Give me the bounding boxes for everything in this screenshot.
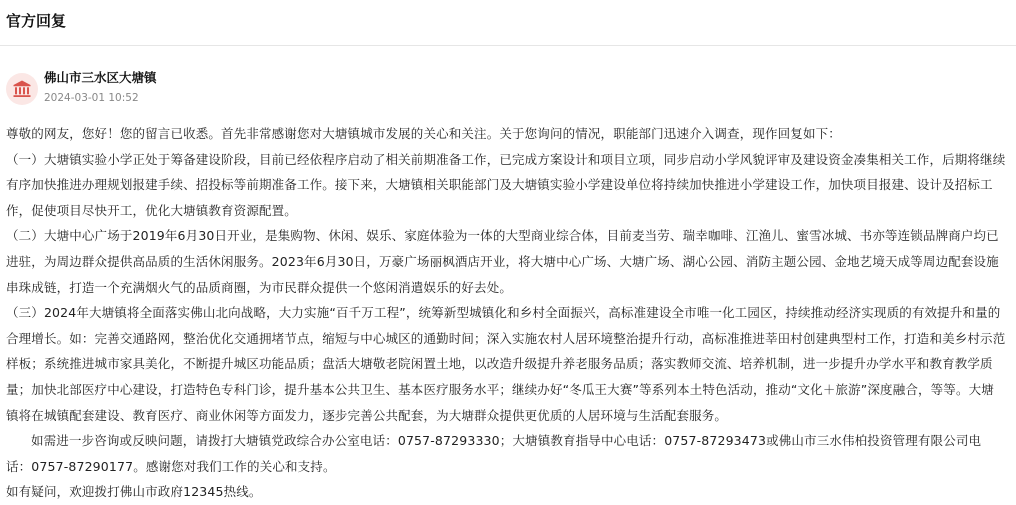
reply-body (6, 121, 1006, 505)
reply-paragraph: （二）大塘中心广场于2019年6月30日开业，是集购物、休闲、娱乐、家庭体验为一体的大型商业综合体，目前麦当劳、瑞幸咖啡、江渔儿、蜜雪冰城、书亦等连锁品牌商户均已进驻，为周边群众提供高品质的生活休闲服务。2023年6月30日，万豪广场丽枫酒店开业，将大塘中心广场、大塘广场、湖心公园、消防主题公园、金地艺境天成等周边配套设施串珠成链，打造一个充满烟火气的品质商圈，为市民群众提供一个悠闲消遣娱乐的好去处。 (6, 228, 999, 295)
avatar (6, 73, 38, 105)
reply-paragraph: （三）2024年大塘镇将全面落实佛山北向战略，大力实施“百千万工程”，统筹新型城镇化和乡村全面振兴，高标准建设全市唯一化工园区，持续推动经济实现质的有效提升和量的合理增长。如：完善交通路网，整治优化交通拥堵节点，缩短与中心城区的通勤时间；深入实施农村人居环境整治提升行动，高标准推进莘田村创建典型村工作，打造和美乡村示范样板；系统推进城市家具美化，不断提升城区功能品质；盘活大塘敬老院闲置土地，以改造升级提升养老服务品质；落实教师交流、培养机制，进一步提升办学水平和教育教学质量；加快北部医疗中心建设，打造特色专科门诊，提升基本公共卫生、基本医疗服务水平；继续办好“冬瓜王大赛”等系列本土特色活动，推动“文化＋旅游”深度融合，等等。大塘镇将在城镇配套建设、教育医疗、商业休闲等方面发力，逐步完善公共配套，为大塘群众提供更优质的人居环境与生活配套服务。 (6, 305, 1006, 423)
reply-paragraph: 如需进一步咨询或反映问题，请拨打大塘镇党政综合办公室电话：0757-87293330；大塘镇教育指导中心电话：0757-87293473或佛山市三水伟柏投资管理有限公司电话：0757-87290177。感谢您对我们工作的关心和支持。 (6, 433, 982, 474)
government-building-icon (12, 79, 32, 99)
section-title: 官方回复 (6, 12, 67, 30)
official-reply-card (0, 68, 1016, 505)
org-name: 佛山市三水区大塘镇 (44, 70, 157, 85)
reply-author-row (6, 68, 1006, 105)
reply-paragraph: 如有疑问，欢迎拨打佛山市政府12345热线。 (6, 484, 262, 500)
reply-paragraph: 尊敬的网友，您好！您的留言已收悉。首先非常感谢您对大塘镇城市发展的关心和关注。关于您询问的情况，职能部门迅速介入调查，现作回复如下： (6, 126, 841, 141)
reply-timestamp: 2024-03-01 10:52 (44, 92, 139, 104)
section-header (0, 0, 1016, 46)
reply-paragraph: （一）大塘镇实验小学正处于筹备建设阶段，目前已经依程序启动了相关前期准备工作，已完成方案设计和项目立项，同步启动小学风貌评审及建设资金凑集相关工作，后期将继续有序加快推进办理规划报建手续、招投标等前期准备工作。接下来，大塘镇相关职能部门及大塘镇实验小学建设单位将持续加快推进小学建设工作，加快项目报建、设计及招标工作，促使项目尽快开工，优化大塘镇教育资源配置。 (6, 151, 1006, 218)
